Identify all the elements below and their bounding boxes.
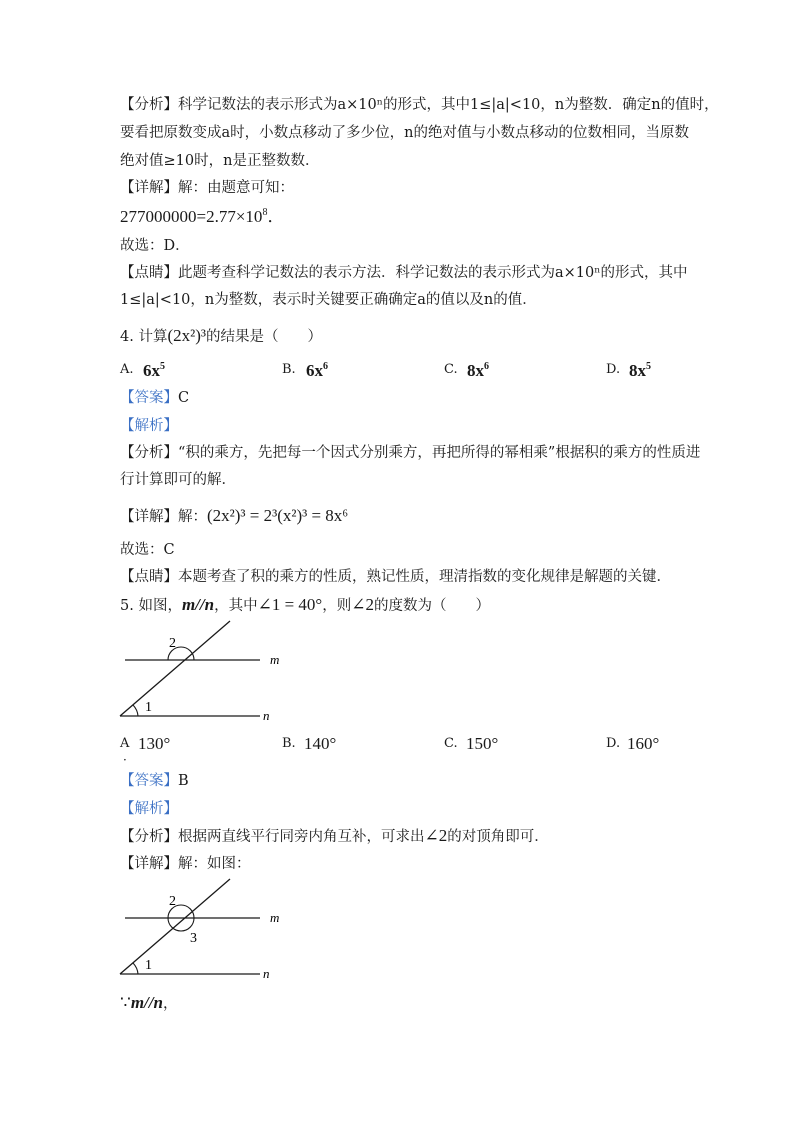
q5-answer <box>120 771 189 791</box>
q5-stem-prefix: 5. 如图， <box>120 598 182 614</box>
analysis-prefix: 根据两直线平行同旁内角互补，可求出 <box>178 829 425 845</box>
detail-tag: 【详解】 <box>120 509 178 525</box>
q4-option-b-exp: 6 <box>323 361 328 372</box>
comment-text: 本题考查了积的乘方的性质，熟记性质，理清指数的变化规律是解题的关键． <box>178 569 671 585</box>
q5-detail-line <box>120 854 251 874</box>
detail-tag: 【详解】 <box>120 856 178 872</box>
q3-analysis-line-1 <box>120 95 719 115</box>
q5-option-b-value[interactable]: 140° <box>304 734 337 753</box>
q5-because-line <box>120 993 177 1014</box>
angle-1-arc <box>133 963 138 974</box>
answer-value: C <box>178 390 190 406</box>
analysis-text: “积的乘方，先把每一个因式分别乘方，再把所得的幂相乘”根据积的乘方的性质进 <box>178 445 701 461</box>
equation-exponent: 8 <box>262 207 268 218</box>
analysis-angle: ∠2 <box>424 826 448 845</box>
q4-option-a-exp: 5 <box>160 361 165 372</box>
detail-expression: (2x²)³ = 2³(x²)³ = 8x⁶ <box>207 506 349 525</box>
q5-option-a-letter: A <box>120 736 130 751</box>
q3-analysis-line-2: 要看把原数变成a时，小数点移动了多少位，n的绝对值与小数点移动的位数相同，当原数 <box>120 125 689 141</box>
angle-2-label: 2 <box>169 636 176 651</box>
q4-stem-suffix: 的结果是（ ） <box>205 329 322 345</box>
q3-detail-line <box>120 178 294 198</box>
q4-option-d-value[interactable] <box>629 361 651 381</box>
q4-option-b-value[interactable] <box>306 361 328 381</box>
line-n-label: n <box>263 708 270 723</box>
q5-stem <box>120 595 490 616</box>
q4-analysis-line-2: 行计算即可的解． <box>120 472 236 488</box>
stray-dot: · <box>123 753 127 767</box>
line-m-label: m <box>270 910 280 925</box>
line-m-label: m <box>270 652 280 667</box>
because-end: ， <box>162 996 178 1012</box>
detail-prefix: 解： <box>178 509 207 525</box>
q5-analysis-line <box>120 826 549 847</box>
comment-text: 此题考查科学记数法的表示方法．科学记数法的表示形式为a×10ⁿ的形式，其中 <box>178 265 688 281</box>
angle-3-label: 3 <box>190 931 197 946</box>
q5-option-d-letter: D. <box>606 736 621 751</box>
q5-stem-suffix: 的度数为（ ） <box>373 598 490 614</box>
q5-solution-tag: 【解析】 <box>120 801 178 817</box>
q4-option-c-value[interactable] <box>467 361 489 381</box>
angle-1-label: 1 <box>145 958 152 973</box>
q5-stem-angle1: ∠1 = 40° <box>257 595 323 614</box>
detail-tag: 【详解】 <box>120 180 178 196</box>
because-expression: m//n <box>130 993 163 1012</box>
equation-base: 277000000=2.77×10 <box>120 207 263 226</box>
analysis-suffix: 的对顶角即可． <box>447 829 549 845</box>
q5-stem-mid2: ，则 <box>322 598 352 614</box>
q5-stem-mid: ，其中 <box>214 598 258 614</box>
q5-figure-1 <box>110 615 300 725</box>
q3-choice: 故选：D． <box>120 238 190 254</box>
q4-stem <box>120 326 322 347</box>
q4-option-d-base: 8x <box>629 361 646 380</box>
q4-stem-prefix: 4. 计算 <box>120 329 168 345</box>
q5-option-c-letter: C. <box>444 736 458 751</box>
q4-option-c-base: 8x <box>467 361 484 380</box>
angle-1-arc <box>133 705 138 716</box>
q5-figure-2 <box>110 873 300 983</box>
q4-option-a-letter: A. <box>120 362 134 377</box>
q5-stem-angle2: ∠2 <box>351 595 374 614</box>
q4-comment-line <box>120 567 671 587</box>
q4-option-d-exp: 5 <box>646 361 651 372</box>
analysis-text: 科学记数法的表示形式为a×10ⁿ的形式，其中1≤|a|<10，n为整数．确定n的值时， <box>178 97 719 113</box>
q4-option-a-base: 6x <box>143 361 160 380</box>
q4-answer <box>120 388 189 408</box>
q4-option-c-exp: 6 <box>484 361 489 372</box>
q4-option-d-letter: D. <box>606 362 621 377</box>
q5-option-c-value[interactable]: 150° <box>466 734 499 753</box>
answer-value: B <box>178 773 189 789</box>
equation-end: ． <box>267 207 285 226</box>
q5-option-b-letter: B. <box>282 736 296 751</box>
detail-text: 解：如图： <box>178 856 251 872</box>
angle-1-label: 1 <box>145 700 152 715</box>
q5-option-a-value[interactable]: 130° <box>138 734 171 753</box>
angle-2-label: 2 <box>169 894 176 909</box>
q3-analysis-line-3: 绝对值≥10时，n是正整数数． <box>120 153 320 169</box>
analysis-tag: 【分析】 <box>120 97 178 113</box>
q4-choice: 故选：C <box>120 542 175 558</box>
answer-tag: 【答案】 <box>120 390 178 406</box>
q3-comment-line-1 <box>120 263 688 283</box>
q4-option-c-letter: C. <box>444 362 458 377</box>
line-n-label: n <box>263 966 270 981</box>
q4-option-b-base: 6x <box>306 361 323 380</box>
q4-option-b-letter: B. <box>282 362 296 377</box>
analysis-tag: 【分析】 <box>120 829 178 845</box>
q3-comment-line-2: 1≤|a|<10，n为整数，表示时关键要正确确定a的值以及n的值． <box>120 292 537 308</box>
analysis-tag: 【分析】 <box>120 445 178 461</box>
detail-text: 解：由题意可知： <box>178 180 294 196</box>
comment-tag: 【点睛】 <box>120 265 178 281</box>
answer-tag: 【答案】 <box>120 773 178 789</box>
q4-solution-tag: 【解析】 <box>120 418 178 434</box>
q4-detail-line <box>120 506 348 527</box>
q4-option-a-value[interactable] <box>143 361 165 381</box>
q3-equation <box>120 207 284 227</box>
because-symbol: ∵ <box>120 993 131 1012</box>
q4-stem-expression: (2x²)³ <box>167 326 206 345</box>
q5-option-d-value[interactable]: 160° <box>627 734 660 753</box>
comment-tag: 【点睛】 <box>120 569 178 585</box>
q5-stem-parallel: m//n <box>181 595 215 614</box>
q4-analysis-line-1 <box>120 443 700 463</box>
